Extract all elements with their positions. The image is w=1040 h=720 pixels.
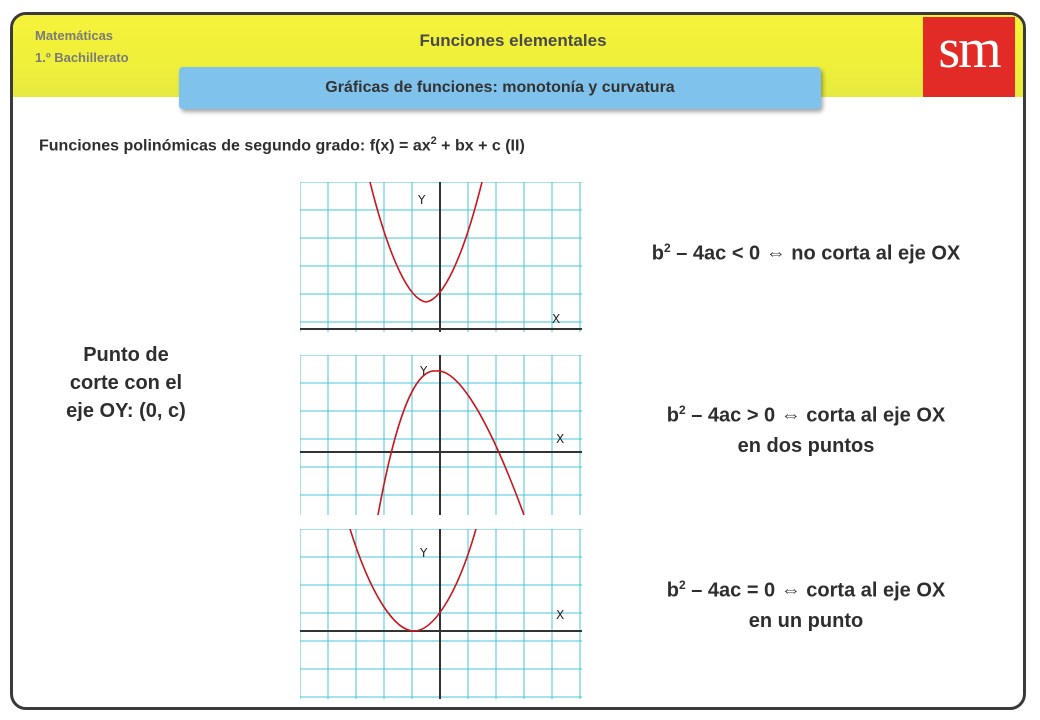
oy-note-line3: eje OY: (0, c) — [66, 400, 186, 422]
parabola-curve — [378, 371, 524, 515]
rule-line1: $b^2 - 4ac > 0$ ⇔ corta al eje OX — [666, 403, 946, 427]
oy-note-line1: Punto de — [83, 344, 169, 366]
section-heading — [39, 135, 525, 155]
subject-name: Matemáticas — [35, 28, 114, 43]
rule-one-root — [611, 570, 1001, 636]
rule-no-roots — [611, 233, 1001, 269]
x-axis-label: X — [552, 312, 561, 326]
x-axis-label: X — [556, 608, 565, 622]
oy-note-line2: corte con el — [69, 372, 183, 394]
parabola-curve — [370, 182, 482, 302]
section-heading-exponent: 2 — [430, 135, 437, 147]
y-axis-label: Y — [420, 364, 428, 378]
y-axis-label: Y — [418, 193, 426, 207]
section-heading-prefix: Funciones polinómicas de segundo grado: f(x) = ax — [39, 137, 431, 155]
course-name: 1.º Bachillerato — [35, 50, 129, 65]
page-title: Funciones elementales — [419, 31, 607, 50]
rule-line1: $b^2 - 4ac < 0$ ⇔ no corta al eje OX — [651, 241, 961, 265]
rule-two-roots — [611, 395, 1001, 461]
parabola-curve — [350, 529, 476, 631]
oy-intercept-note — [41, 341, 211, 425]
y-axis-label: Y — [420, 546, 428, 560]
graph-no-roots — [300, 182, 582, 332]
section-heading-suffix: + bx + c (II) — [436, 137, 525, 155]
slide-frame — [10, 12, 1026, 710]
rule-line2: en dos puntos — [737, 434, 875, 457]
publisher-logo: sm — [923, 17, 1015, 97]
graph-one-root — [300, 529, 582, 699]
subtitle-banner: Gráficas de funciones: monotonía y curvatura — [179, 67, 821, 109]
graph-two-roots — [300, 355, 582, 515]
rule-line2: en un punto — [748, 609, 864, 632]
x-axis-label: X — [556, 432, 565, 446]
rule-line1: $b^2 - 4ac = 0$ ⇔ corta al eje OX — [666, 578, 946, 602]
